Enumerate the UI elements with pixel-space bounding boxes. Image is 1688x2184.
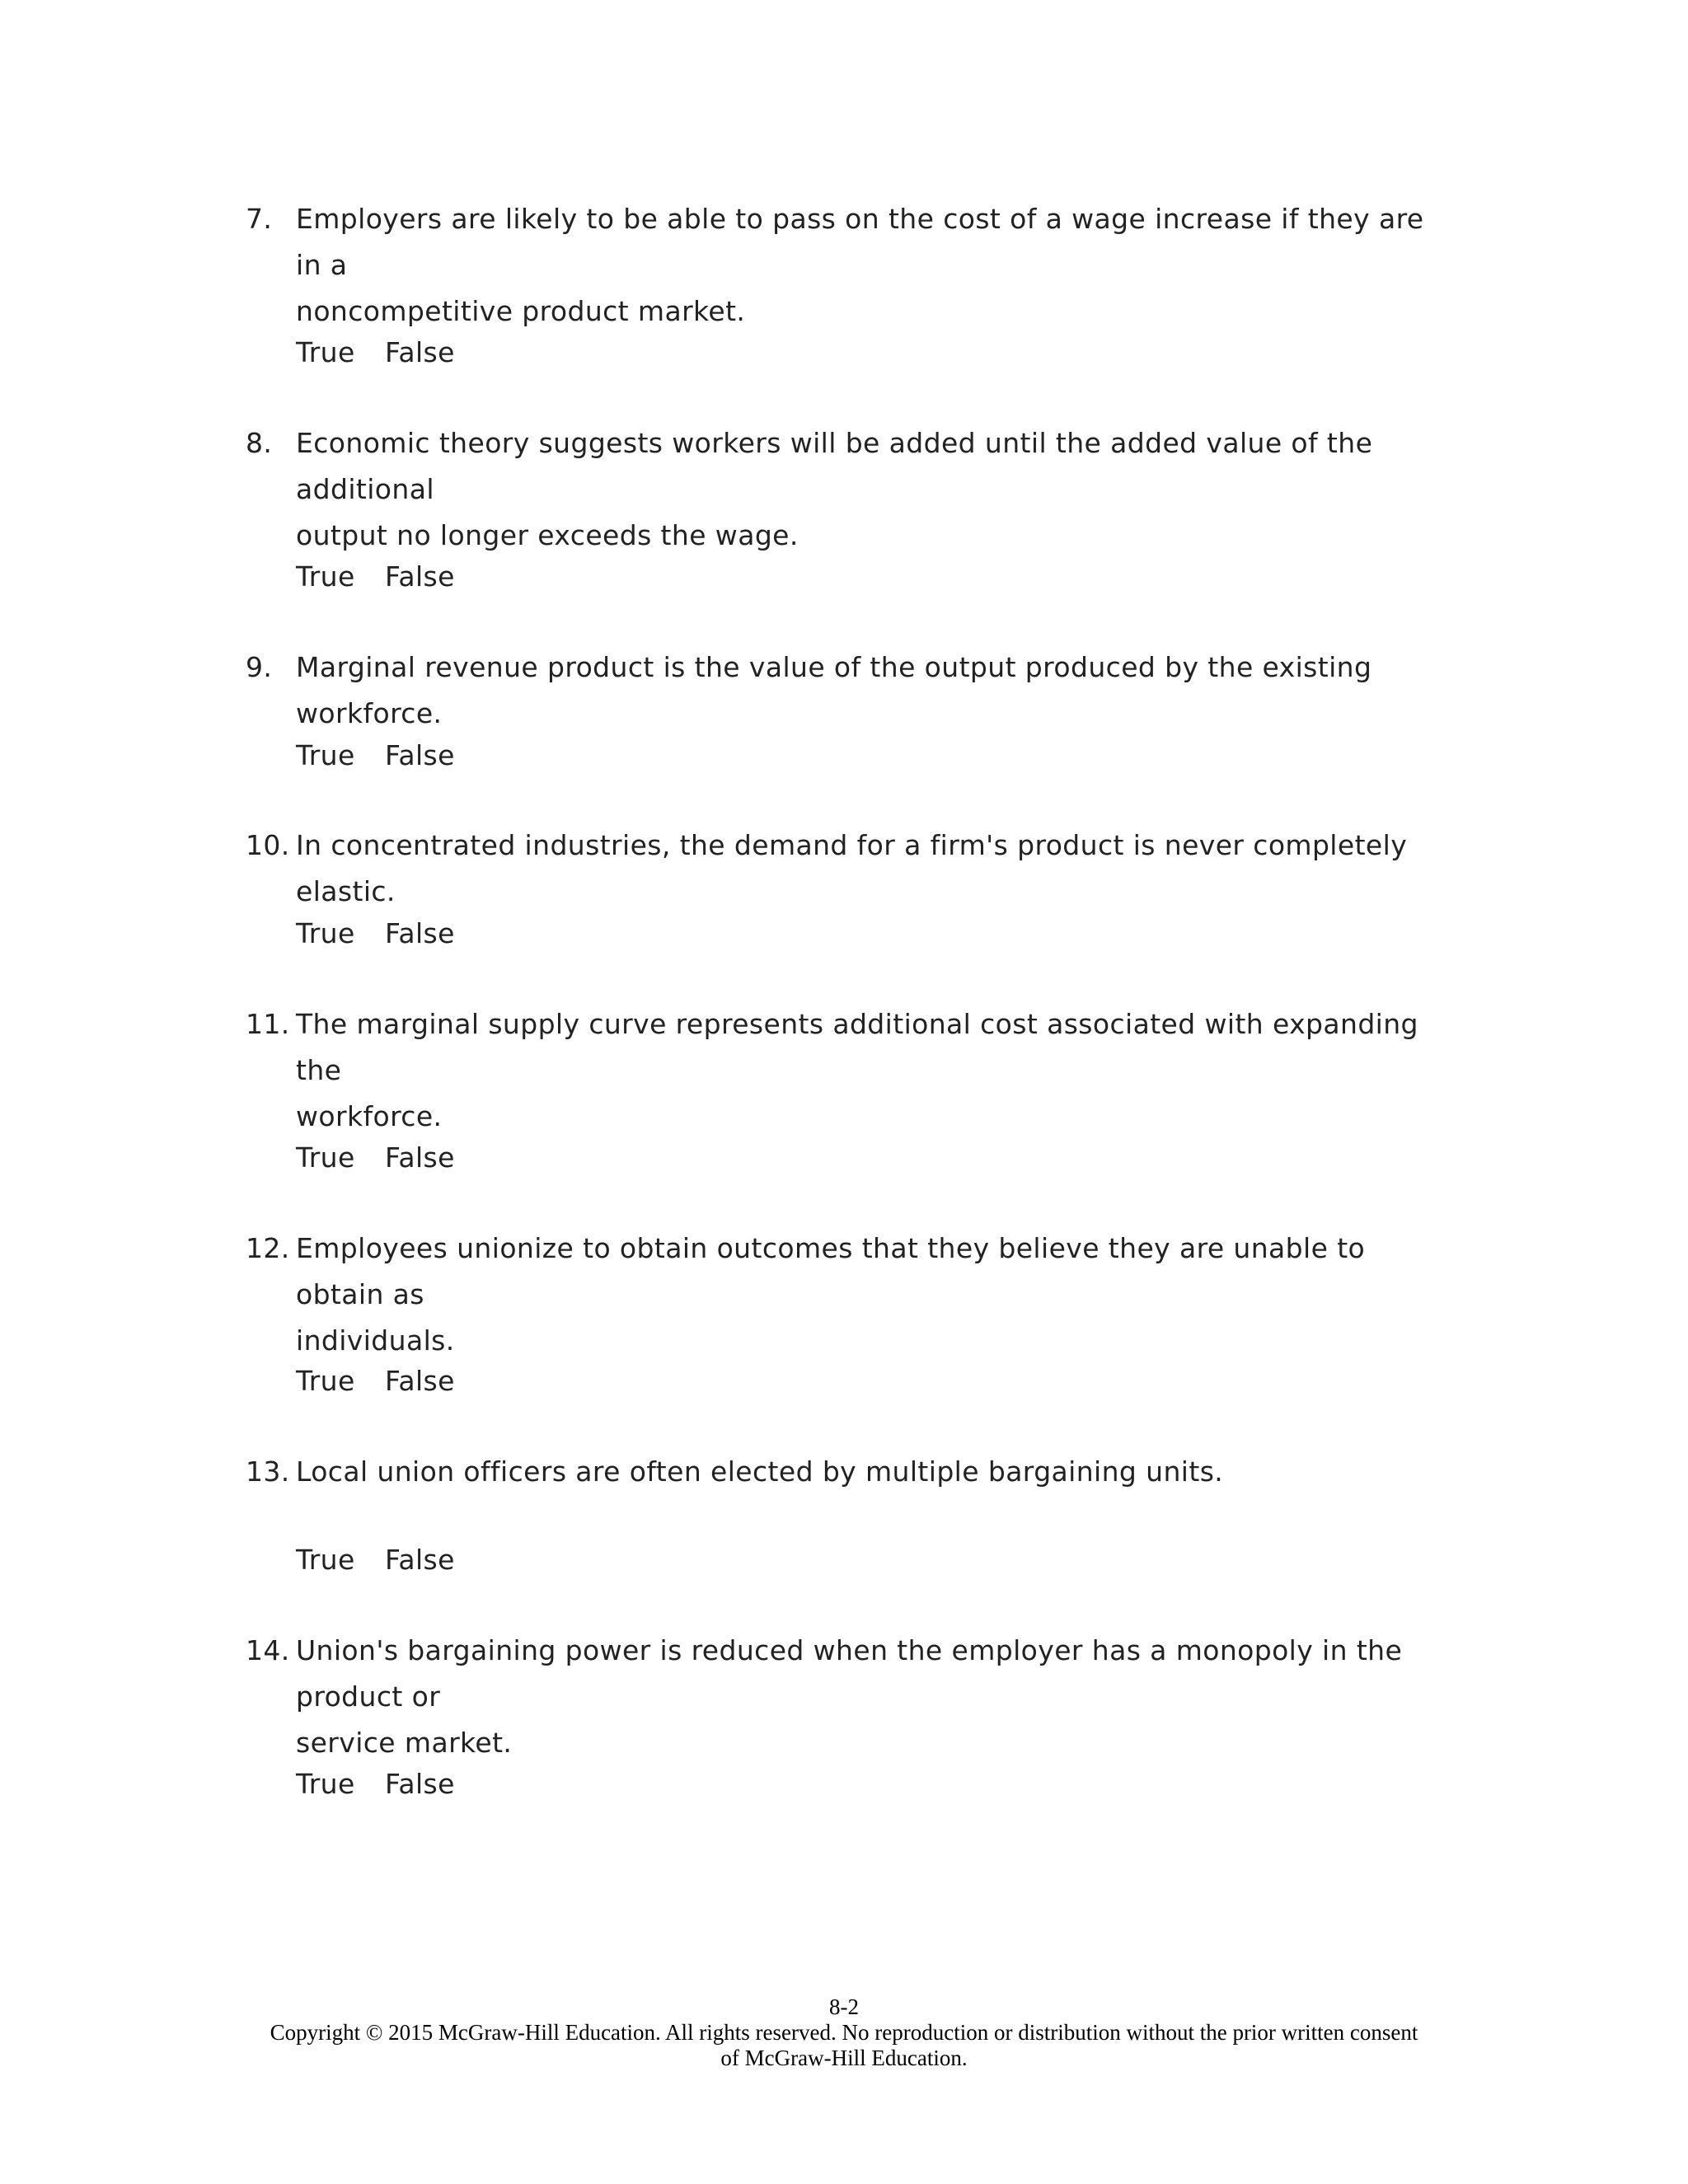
question-number: 9.: [246, 651, 273, 683]
page-footer: [0, 1994, 1688, 2071]
option-true: True: [296, 1544, 355, 1576]
answer-options: [296, 336, 455, 369]
option-true: True: [296, 739, 355, 771]
question-text: Union's bargaining power is reduced when the employer has a monopoly in the product or service market.: [296, 1634, 1403, 1759]
option-false: False: [385, 1365, 455, 1397]
option-false: False: [385, 1544, 455, 1576]
option-false: False: [385, 1141, 455, 1174]
answer-options: [296, 1141, 455, 1174]
question-text: Local union officers are often elected by multiple bargaining units.: [296, 1455, 1224, 1488]
answer-options: [296, 560, 455, 593]
question-text: Employers are likely to be able to pass on the cost of a wage increase if they are in a noncompetitive product market.: [296, 203, 1424, 327]
option-true: True: [296, 1365, 355, 1397]
question-text: Economic theory suggests workers will be added until the added value of the additional output no longer exceeds the wage.: [296, 427, 1373, 551]
copyright-notice: Copyright © 2015 McGraw-Hill Education. All rights reserved. No reproduction or distribution without the prior written consent of McGraw-Hill Education.: [270, 2020, 1418, 2070]
answer-options: [296, 1768, 455, 1801]
question-number: 10.: [246, 829, 290, 861]
question-number: 12.: [246, 1232, 290, 1264]
answer-options: [296, 1544, 455, 1577]
answer-options: [296, 1365, 455, 1398]
option-true: True: [296, 917, 355, 949]
option-true: True: [296, 1768, 355, 1800]
question-number: 14.: [246, 1634, 290, 1666]
option-false: False: [385, 1768, 455, 1800]
question-text: Marginal revenue product is the value of the output produced by the existing workforce.: [296, 651, 1372, 729]
question-text: In concentrated industries, the demand for a firm's product is never completely elastic.: [296, 829, 1408, 907]
page-number: 8-2: [829, 1994, 859, 2019]
question-text: The marginal supply curve represents additional cost associated with expanding the workforce.: [296, 1008, 1418, 1132]
option-true: True: [296, 336, 355, 368]
question-number: 7.: [246, 203, 273, 235]
option-false: False: [385, 739, 455, 771]
option-false: False: [385, 917, 455, 949]
question-number: 8.: [246, 427, 273, 459]
option-false: False: [385, 336, 455, 368]
option-false: False: [385, 560, 455, 593]
option-true: True: [296, 1141, 355, 1174]
answer-options: [296, 917, 455, 950]
question-number: 13.: [246, 1455, 290, 1488]
question-number: 11.: [246, 1008, 290, 1040]
option-true: True: [296, 560, 355, 593]
question-text: Employees unionize to obtain outcomes that they believe they are unable to obtain as individuals.: [296, 1232, 1366, 1357]
answer-options: [296, 739, 455, 772]
